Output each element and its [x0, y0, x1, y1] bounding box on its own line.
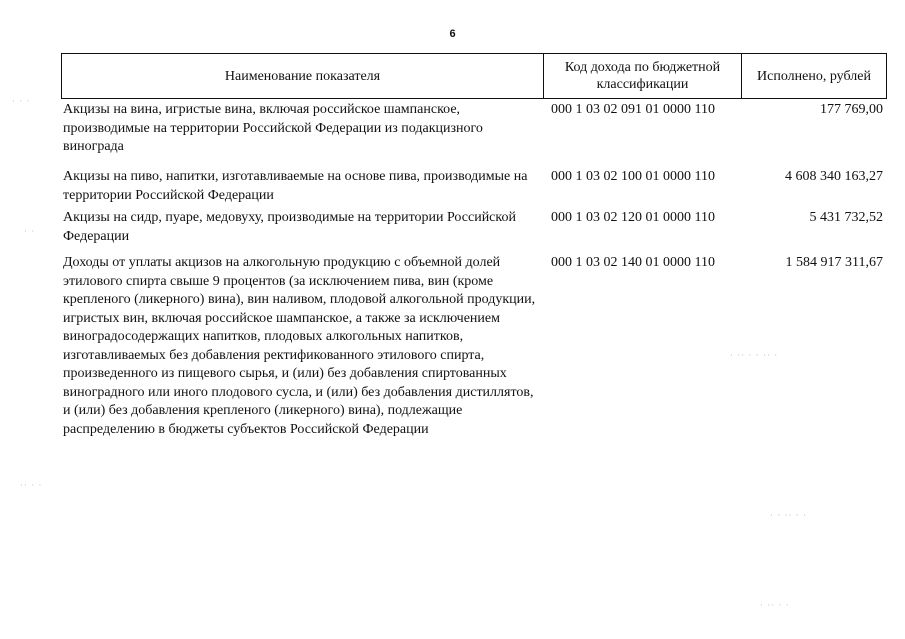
row-name: Акцизы на сидр, пуаре, медовуху, производимые на территории Российской Федерации: [63, 210, 516, 244]
row-amount: 177 769,00: [820, 102, 883, 117]
table-header: [61, 53, 887, 99]
row-code: 000 1 03 02 091 01 0000 110: [551, 102, 715, 117]
scan-noise: · ·: [24, 226, 36, 236]
row-name: Акцизы на пиво, напитки, изготавливаемые на основе пива, производимые на территории Российской Федерации: [63, 169, 528, 203]
row-name: Доходы от уплаты акцизов на алкогольную продукцию с объемной долей этилового спирта свыше 9 процентов (за исключением пива, вин (кроме крепленого (ликерного) вина), вин наливом, плодовой алкогольной продукции, игристых вин, включая российское шампанское, а также за исключением виноградосодержащих напитков, плодовых алкогольных напитков, изготавливаемых без добавления ректификованного этилового спирта, произведенного из пищевого сырья, и (или) без добавления спиртованных виноградного или иного плодового сусла, и (или) без добавления дистиллятов, и (или) без добавления крепленого (ликерного) вина), подлежащие распределению в бюджеты субъектов Российской Федерации: [63, 255, 536, 437]
scan-noise: · ·· · ·: [760, 600, 790, 610]
row-code: 000 1 03 02 100 01 0000 110: [551, 169, 715, 184]
scan-noise: · ·· · · ·· ·: [730, 350, 779, 360]
header-executed: Исполнено, рублей: [757, 68, 871, 84]
row-amount: 1 584 917 311,67: [785, 255, 883, 270]
row-code: 000 1 03 02 120 01 0000 110: [551, 210, 715, 225]
scan-noise: · · ·: [12, 96, 31, 106]
row-amount: 5 431 732,52: [809, 210, 883, 225]
header-code: Код дохода по бюджетной классификации: [544, 54, 742, 98]
row-code: 000 1 03 02 140 01 0000 110: [551, 255, 715, 270]
row-name: Акцизы на вина, игристые вина, включая российское шампанское, производимые на территории Российской Федерации из подакцизного винограда: [63, 102, 483, 154]
row-amount: 4 608 340 163,27: [785, 169, 883, 184]
scan-noise: · · ·· · ·: [770, 510, 807, 520]
scan-noise: ·· · ·: [20, 480, 43, 490]
page-number: 6: [449, 28, 456, 40]
header-name: Наименование показателя: [62, 54, 544, 98]
